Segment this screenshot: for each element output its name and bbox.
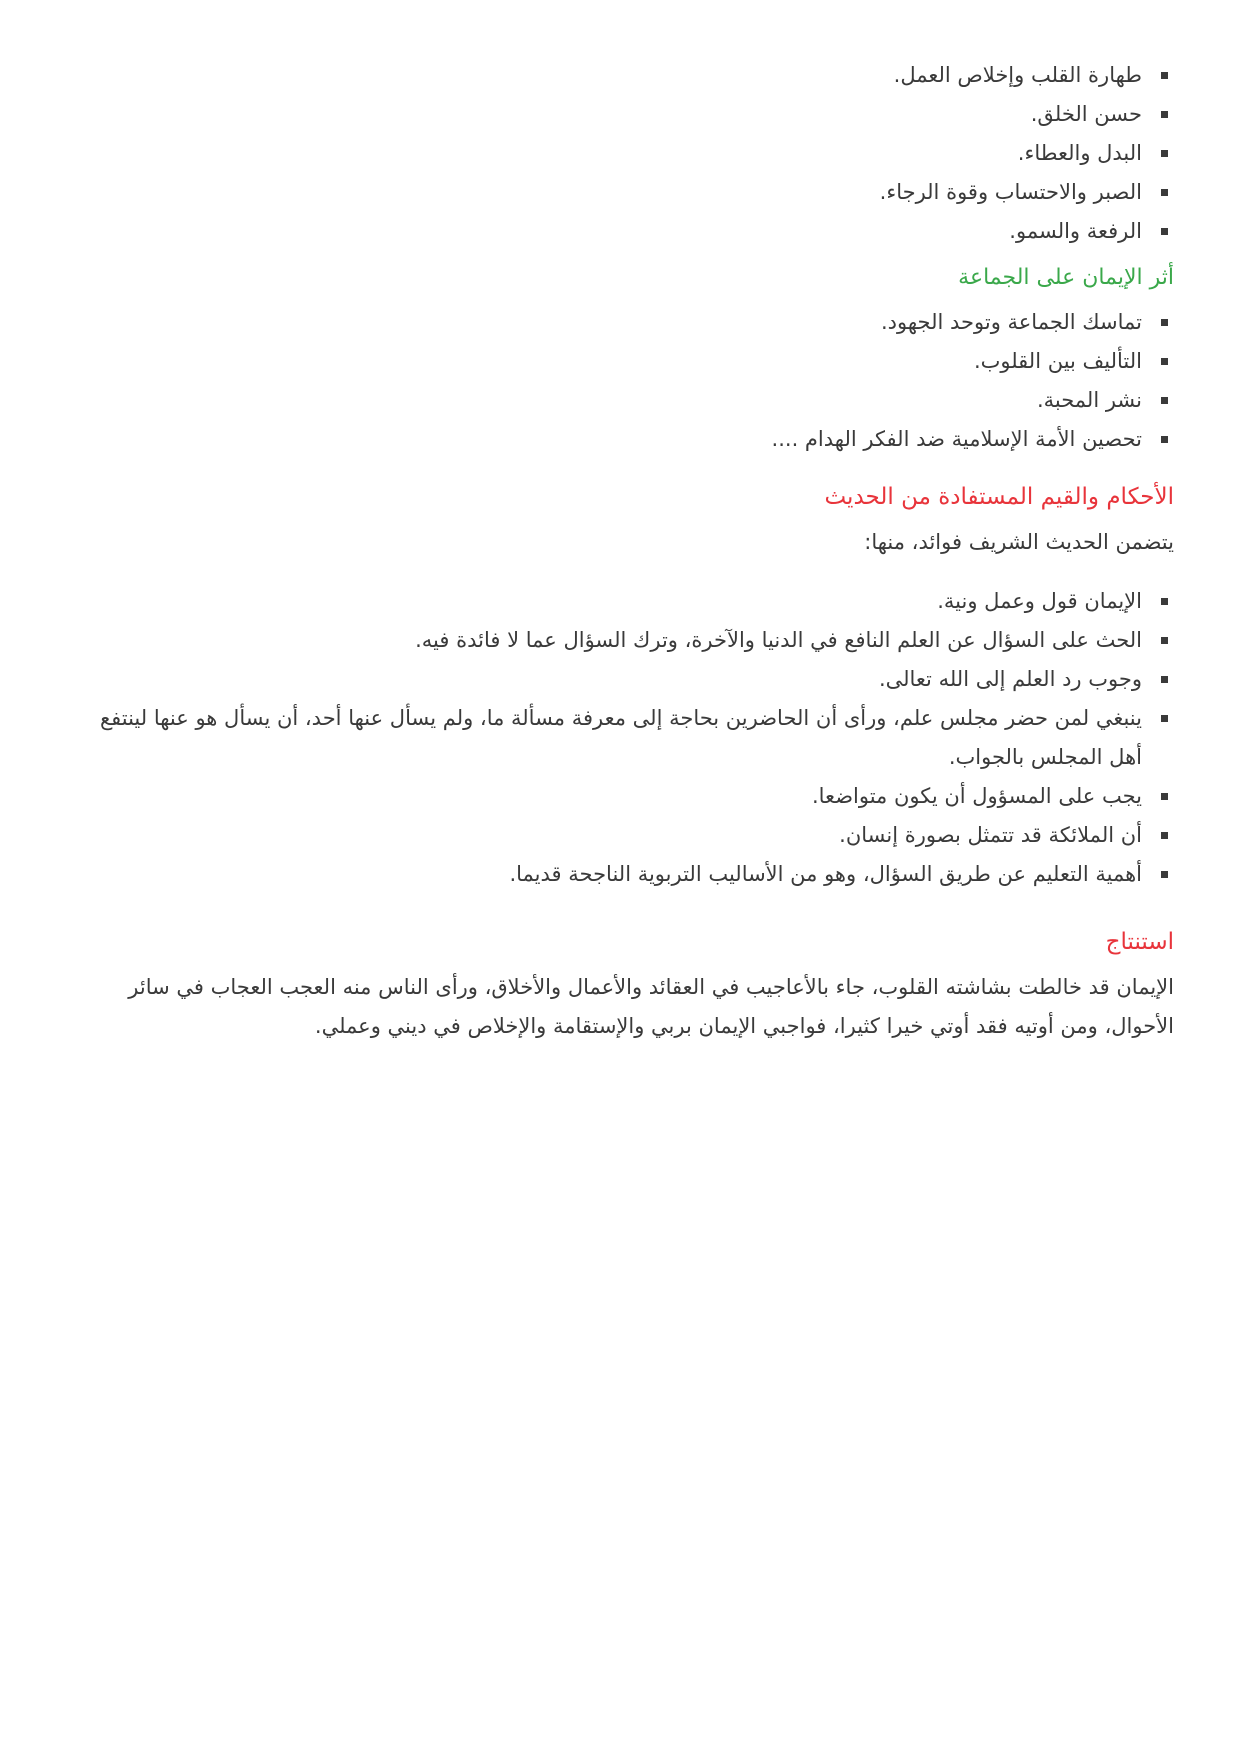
rulings-intro: يتضمن الحديث الشريف فوائد، منها: bbox=[864, 530, 1174, 554]
rulings-heading: الأحكام والقيم المستفادة من الحديث bbox=[824, 484, 1174, 510]
conclusion-paragraph: الإيمان قد خالطت بشاشته القلوب، جاء بالأعاجيب في العقائد والأعمال والأخلاق، ورأى الناس منه العجب العجاب في سائر الأحوال، ومن أوتيه فقد أوتي خيرا كثيرا، فواجبي الإيمان بربي والإستقامة والإخلاص في ديني وعملي. bbox=[128, 975, 1174, 1038]
list-item: يجب على المسؤول أن يكون متواضعا. bbox=[72, 777, 1174, 816]
community-heading: أثر الإيمان على الجماعة bbox=[958, 265, 1174, 290]
spacer bbox=[72, 459, 1174, 479]
square-bullet-icon bbox=[1161, 397, 1168, 404]
list-item: تحصين الأمة الإسلامية ضد الفكر الهدام .... bbox=[72, 420, 1174, 459]
list-item: ينبغي لمن حضر مجلس علم، ورأى أن الحاضرين بحاجة إلى معرفة مسألة ما، ولم يسأل عنها أحد، أن يسأل هو عنها لينتفع أهل المجلس بالجواب. bbox=[72, 699, 1174, 777]
list-item: الإيمان قول وعمل ونية. bbox=[72, 582, 1174, 621]
list-item: التأليف بين القلوب. bbox=[72, 342, 1174, 381]
list-item: وجوب رد العلم إلى الله تعالى. bbox=[72, 660, 1174, 699]
list-item: أن الملائكة قد تتمثل بصورة إنسان. bbox=[72, 816, 1174, 855]
conclusion-heading: استنتاج bbox=[1105, 929, 1174, 955]
list-item: نشر المحبة. bbox=[72, 381, 1174, 420]
square-bullet-icon bbox=[1161, 319, 1168, 326]
spacer bbox=[72, 894, 1174, 924]
list-item: الحث على السؤال عن العلم النافع في الدنيا والآخرة، وترك السؤال عما لا فائدة فيه. bbox=[72, 621, 1174, 660]
square-bullet-icon bbox=[1161, 228, 1168, 235]
square-bullet-icon bbox=[1161, 358, 1168, 365]
list-item: البدل والعطاء. bbox=[72, 134, 1174, 173]
square-bullet-icon bbox=[1161, 150, 1168, 157]
square-bullet-icon bbox=[1161, 189, 1168, 196]
list-item: حسن الخلق. bbox=[72, 95, 1174, 134]
list-item: طهارة القلب وإخلاص العمل. bbox=[72, 56, 1174, 95]
square-bullet-icon bbox=[1161, 637, 1168, 644]
community-list bbox=[72, 303, 1174, 459]
square-bullet-icon bbox=[1161, 871, 1168, 878]
list-item: الصبر والاحتساب وقوة الرجاء. bbox=[72, 173, 1174, 212]
square-bullet-icon bbox=[1161, 436, 1168, 443]
rulings-list bbox=[72, 582, 1174, 894]
square-bullet-icon bbox=[1161, 598, 1168, 605]
square-bullet-icon bbox=[1161, 72, 1168, 79]
square-bullet-icon bbox=[1161, 832, 1168, 839]
square-bullet-icon bbox=[1161, 676, 1168, 683]
square-bullet-icon bbox=[1161, 111, 1168, 118]
virtues-list bbox=[72, 56, 1174, 251]
list-item: أهمية التعليم عن طريق السؤال، وهو من الأساليب التربوية الناجحة قديما. bbox=[72, 855, 1174, 894]
document-page bbox=[72, 56, 1174, 1046]
list-item: الرفعة والسمو. bbox=[72, 212, 1174, 251]
list-item: تماسك الجماعة وتوحد الجهود. bbox=[72, 303, 1174, 342]
square-bullet-icon bbox=[1161, 715, 1168, 722]
square-bullet-icon bbox=[1161, 793, 1168, 800]
